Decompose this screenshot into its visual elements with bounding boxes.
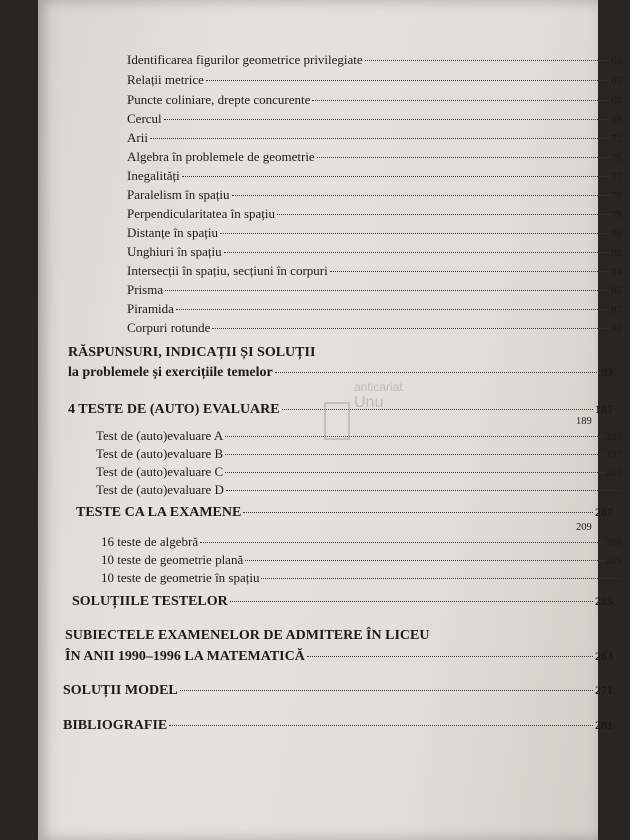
toc-item xyxy=(127,187,622,203)
leader-dots xyxy=(365,60,610,61)
toc-item-page: 63 xyxy=(611,56,622,67)
section-title: TESTE CA LA EXAMENE xyxy=(76,505,242,520)
toc-item xyxy=(127,320,622,336)
toc-item xyxy=(96,446,622,462)
section-raspunsuri xyxy=(68,365,613,381)
toc-item xyxy=(101,552,622,568)
toc-item-page: 80 xyxy=(611,229,622,240)
watermark-logo-icon xyxy=(324,402,350,440)
section-teste-examene xyxy=(68,505,613,521)
toc-item xyxy=(127,92,622,108)
leader-dots xyxy=(165,290,609,291)
leader-dots xyxy=(224,252,610,253)
toc-item-label: Corpuri rotunde xyxy=(127,320,211,335)
toc-item-page: 209 xyxy=(576,522,592,533)
toc-item xyxy=(127,225,622,241)
toc-item-label: Prisma xyxy=(127,282,164,297)
leader-dots xyxy=(169,725,593,726)
toc-item-page: 85 xyxy=(611,286,622,297)
leader-dots xyxy=(245,560,604,561)
toc-item-label: 10 teste de geometrie plană xyxy=(101,552,244,567)
toc-item-label: Perpendicularitatea în spațiu xyxy=(127,206,276,221)
section-solutii-model xyxy=(63,683,613,699)
toc-item-label: 10 teste de geometrie în spațiu xyxy=(101,570,260,585)
toc-item-page: 82 xyxy=(611,248,622,259)
section-title-raspunsuri: RĂSPUNSURI, INDICAȚII ȘI SOLUȚII xyxy=(68,345,316,360)
toc-item-label: Test de (auto)evaluare B xyxy=(96,446,224,461)
toc-item xyxy=(127,149,622,165)
section-subtitle: la problemele și exercițiile temelor xyxy=(68,365,273,380)
toc-item xyxy=(127,111,622,127)
toc-item-label: Paralelism în spațiu xyxy=(127,187,230,202)
toc-item-label: Test de (auto)evaluare C xyxy=(96,464,224,479)
toc-item-label: Identificarea figurilor geometrice privilegiate xyxy=(127,52,363,67)
leader-dots xyxy=(225,472,604,473)
section-title: 4 TESTE DE (AUTO) EVALUARE xyxy=(68,402,280,417)
leader-dots xyxy=(225,454,604,455)
section-title: BIBLIOGRAFIE xyxy=(63,718,168,733)
leader-dots xyxy=(206,80,610,81)
leader-dots xyxy=(312,100,609,101)
leader-dots xyxy=(212,328,609,329)
toc-item-page: 72 xyxy=(611,134,622,145)
section-page: 93 xyxy=(601,365,613,379)
leader-dots xyxy=(275,372,599,373)
watermark-line1: anticariat xyxy=(354,380,403,394)
toc-item-page: 79 xyxy=(611,210,622,221)
leader-dots xyxy=(220,233,610,234)
leader-dots xyxy=(180,690,593,691)
toc-item-page: 189 xyxy=(576,416,592,427)
leader-dots xyxy=(232,195,610,196)
leader-dots xyxy=(243,512,593,513)
section-solutiile xyxy=(68,594,613,610)
leader-dots xyxy=(330,271,610,272)
toc-item-label: Relații metrice xyxy=(127,72,204,87)
toc-item-label: Piramida xyxy=(127,301,174,316)
leader-dots xyxy=(317,157,610,158)
leader-dots xyxy=(182,176,610,177)
section-title-subiectele: SUBIECTELE EXAMENELOR DE ADMITERE ÎN LICEU xyxy=(65,628,430,643)
toc-item xyxy=(127,263,622,279)
toc-item-page: 201 xyxy=(606,468,622,479)
toc-item xyxy=(127,52,622,68)
toc-item-label: Puncte coliniare, drepte concurente xyxy=(127,92,311,107)
toc-item-label: Cercul xyxy=(127,111,162,126)
toc-item-page: 78 xyxy=(611,191,622,202)
leader-dots xyxy=(226,490,620,491)
section-page: 271 xyxy=(595,683,613,697)
toc-item xyxy=(96,464,622,480)
toc-item xyxy=(127,130,622,146)
section-page: 187 xyxy=(595,402,613,416)
leader-dots xyxy=(230,601,593,602)
toc-item xyxy=(127,244,622,260)
section-title: SOLUȚII MODEL xyxy=(63,683,178,698)
section-page: 281 xyxy=(595,718,613,732)
toc-item-page: 67 xyxy=(611,96,622,107)
toc-item-label: Inegalități xyxy=(127,168,180,183)
toc-item-page: 193 xyxy=(606,432,622,443)
leader-dots xyxy=(150,138,610,139)
leader-dots xyxy=(164,119,610,120)
leader-dots xyxy=(277,214,609,215)
section-title: SOLUȚIILE TESTELOR xyxy=(72,594,228,609)
toc-item xyxy=(127,301,622,317)
toc-item-page: 69 xyxy=(611,115,622,126)
toc-item xyxy=(96,428,622,444)
toc-item-label: Test de (auto)evaluare A xyxy=(96,428,224,443)
toc-item-page: 197 xyxy=(606,450,622,461)
toc-item-page: 75 xyxy=(611,153,622,164)
book-page xyxy=(38,0,622,840)
toc-item xyxy=(96,482,622,498)
section-bibliografie xyxy=(63,718,613,734)
leader-dots xyxy=(307,656,593,657)
leader-dots xyxy=(261,578,620,579)
toc-item-page: 90 xyxy=(611,324,622,335)
toc-item-label: Intersecții în spațiu, secțiuni în corpuri xyxy=(127,263,328,278)
toc-item-page: 87 xyxy=(611,305,622,316)
section-page: 225 xyxy=(595,594,613,608)
toc-item-label: Arii xyxy=(127,130,148,145)
watermark xyxy=(354,379,403,411)
leader-dots xyxy=(176,309,610,310)
toc-item xyxy=(101,570,622,586)
toc-item-label: Algebra în problemele de geometrie xyxy=(127,149,315,164)
toc-item-label: Distanțe în spațiu xyxy=(127,225,218,240)
section-subtitle: ÎN ANII 1990–1996 LA MATEMATICĂ xyxy=(65,649,305,664)
toc-item xyxy=(127,206,622,222)
toc-item-page: 209 xyxy=(606,538,622,549)
watermark-line2: Unu xyxy=(354,394,384,411)
toc-item-label: Unghiuri în spațiu xyxy=(127,244,222,259)
leader-dots xyxy=(225,436,604,437)
toc-item-page: 209 xyxy=(606,556,622,567)
toc-item xyxy=(127,168,622,184)
toc-item xyxy=(127,282,622,298)
toc-item xyxy=(127,72,622,88)
toc-item xyxy=(101,534,622,550)
leader-dots xyxy=(200,542,604,543)
toc-item-label: 16 teste de algebră xyxy=(101,534,199,549)
section-page: 207 xyxy=(595,505,613,519)
section-subiectele xyxy=(65,649,613,665)
toc-item-page: 84 xyxy=(611,267,622,278)
toc-item-page: 65 xyxy=(611,76,622,87)
toc-item-page: 77 xyxy=(611,172,622,183)
toc-item-label: Test de (auto)evaluare D xyxy=(96,482,224,497)
section-page: 263 xyxy=(595,649,613,663)
